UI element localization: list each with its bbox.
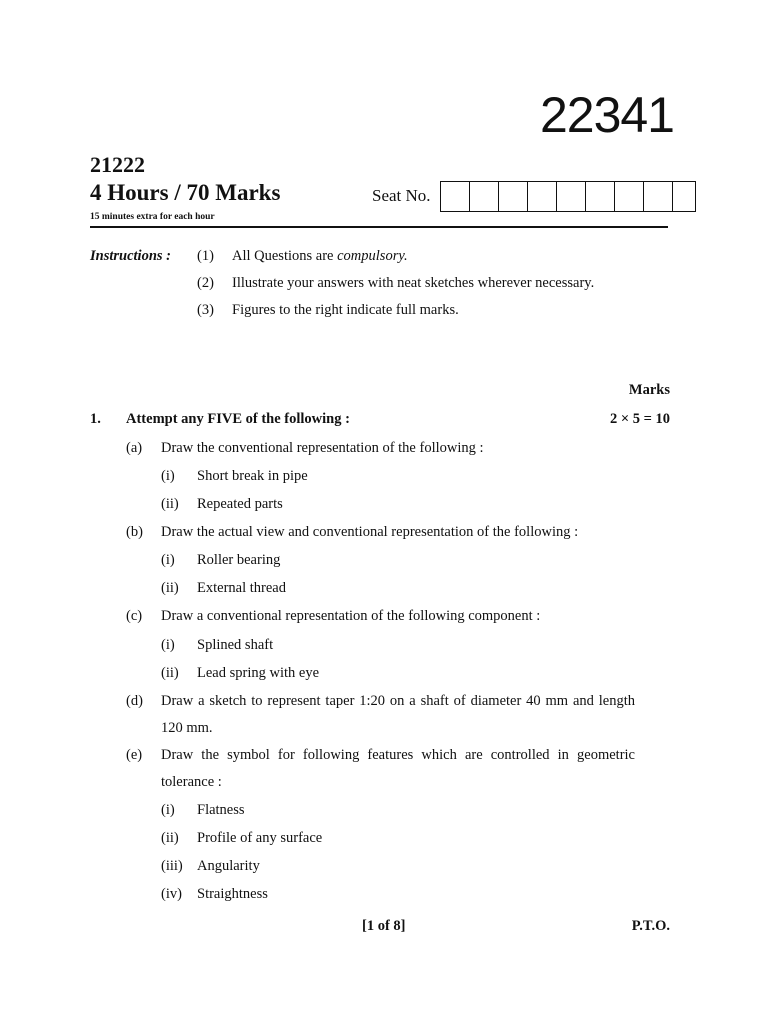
part-text: Draw the conventional representation of the following : — [161, 440, 484, 456]
part-label: (a) — [126, 440, 143, 456]
instruction-text-plain: All Questions are — [232, 248, 338, 264]
sub-part-label: (iv) — [161, 886, 182, 902]
exam-duration: 4 Hours / 70 Marks — [90, 180, 281, 205]
sub-part-text: Lead spring with eye — [197, 665, 320, 681]
seat-box — [614, 181, 643, 212]
extra-time-note: 15 minutes extra for each hour — [90, 212, 215, 222]
sub-part-label: (ii) — [161, 665, 179, 681]
sub-part-text: Flatness — [197, 802, 245, 818]
marks-heading: Marks — [628, 382, 670, 398]
seat-box — [672, 181, 696, 212]
sub-part-label: (ii) — [161, 580, 179, 596]
pto-label: P.T.O. — [631, 918, 670, 934]
instruction-number: (2) — [197, 275, 214, 291]
part-label: (d) — [126, 693, 143, 709]
question-title: Attempt any FIVE of the following : — [126, 411, 350, 427]
sub-part-text: Profile of any surface — [197, 830, 323, 846]
part-text-continued: tolerance : — [161, 774, 222, 790]
paper-code: 22341 — [539, 87, 674, 143]
sub-part-label: (i) — [161, 637, 175, 653]
seat-box — [556, 181, 585, 212]
seat-number-label: Seat No. — [372, 186, 431, 205]
sub-part-text: Short break in pipe — [197, 468, 308, 484]
part-label: (b) — [126, 524, 143, 540]
part-text-continued: 120 mm. — [161, 720, 213, 736]
seat-box — [643, 181, 672, 212]
question-marks: 2 × 5 = 10 — [609, 411, 670, 427]
sub-part-label: (iii) — [161, 858, 183, 874]
sub-part-text: Roller bearing — [197, 552, 281, 568]
part-text: Draw a sketch to represent taper 1:20 on a shaft of diameter 40 mm and length — [161, 693, 635, 709]
part-label: (e) — [126, 747, 143, 763]
part-text: Draw a conventional representation of the following component : — [161, 608, 541, 624]
instruction-text-italic: compulsory. — [337, 248, 408, 264]
sub-part-label: (i) — [161, 552, 175, 568]
seat-box — [585, 181, 614, 212]
sub-part-label: (ii) — [161, 830, 179, 846]
instruction-number: (3) — [197, 302, 214, 318]
seat-box — [469, 181, 498, 212]
seat-box — [527, 181, 556, 212]
instruction-text: Figures to the right indicate full marks. — [232, 302, 459, 318]
page-number: [1 of 8] — [362, 918, 406, 934]
sub-part-text: Repeated parts — [197, 496, 283, 512]
exam-code: 21222 — [90, 152, 145, 177]
instruction-number: (1) — [197, 248, 214, 264]
sub-part-text: Splined shaft — [197, 637, 274, 653]
sub-part-label: (i) — [161, 802, 175, 818]
sub-part-label: (i) — [161, 468, 175, 484]
seat-number-boxes — [440, 181, 696, 212]
header-rule — [90, 226, 668, 228]
instruction-text: Illustrate your answers with neat sketches wherever necessary. — [232, 275, 595, 291]
sub-part-text: External thread — [197, 580, 286, 596]
part-text: Draw the symbol for following features which are controlled in geometric — [161, 747, 635, 763]
sub-part-text: Straightness — [197, 886, 268, 902]
sub-part-label: (ii) — [161, 496, 179, 512]
question-number: 1. — [90, 411, 101, 427]
instruction-text — [232, 248, 408, 265]
seat-box — [440, 181, 469, 212]
sub-part-text: Angularity — [197, 858, 260, 874]
instructions-label: Instructions : — [90, 248, 171, 264]
seat-box — [498, 181, 527, 212]
part-text: Draw the actual view and conventional representation of the following : — [161, 524, 579, 540]
part-label: (c) — [126, 608, 143, 624]
